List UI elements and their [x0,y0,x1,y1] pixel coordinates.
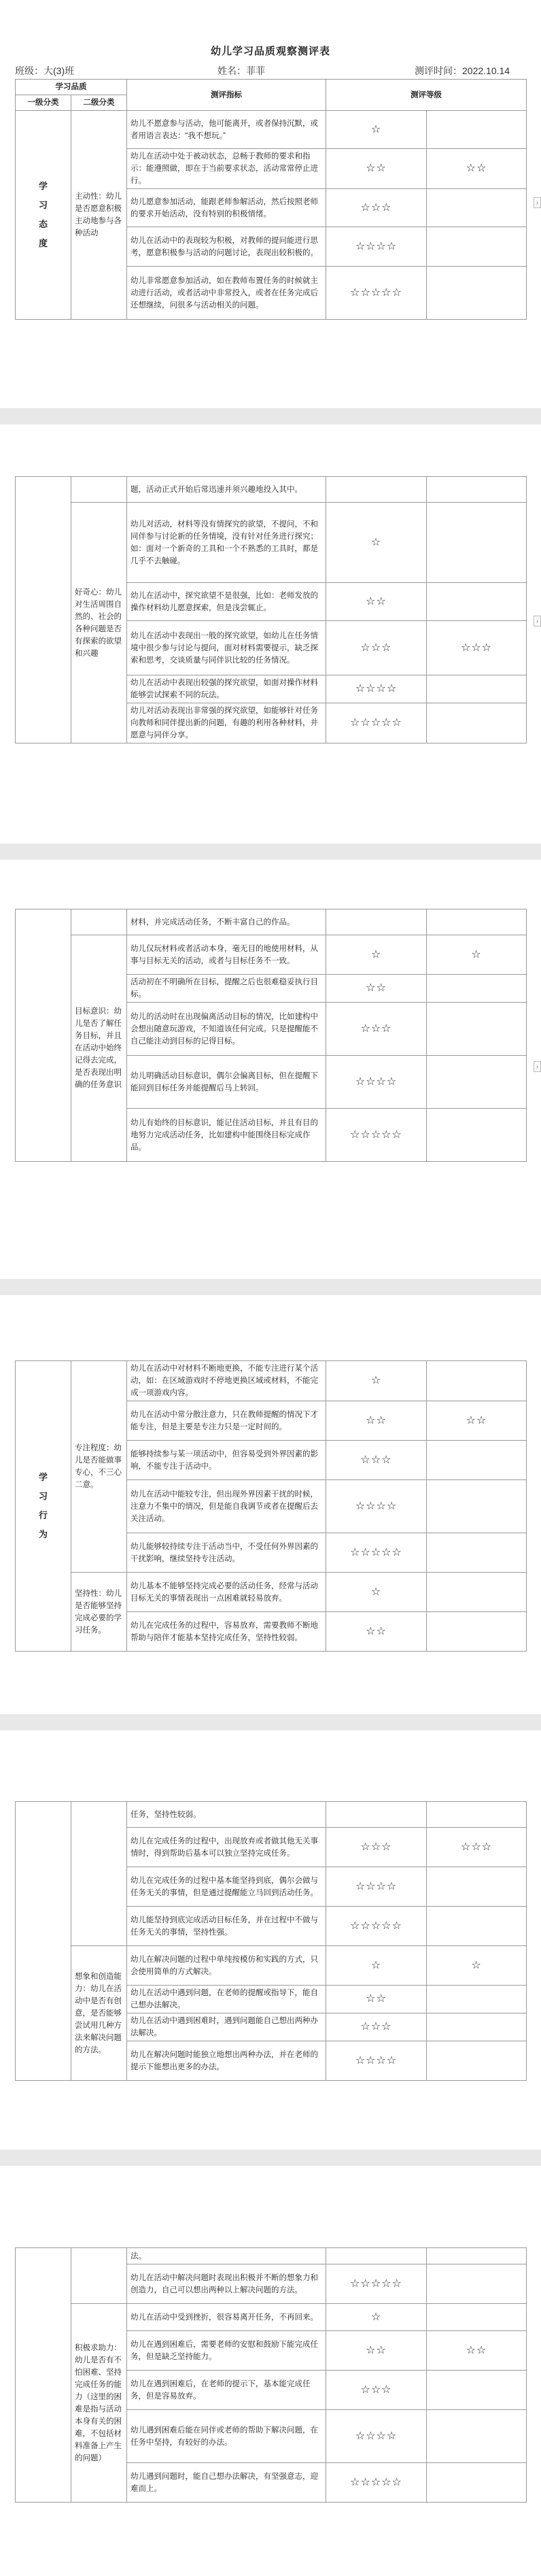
grade-stars [326,2248,427,2264]
page-gap [0,1279,541,1295]
side-scroll-marker[interactable]: › [534,197,541,208]
grade-stars: ☆ [326,1946,427,1986]
selected-mark [427,2248,527,2264]
category-learning-behavior: 学 习 行 为 [16,1361,71,1652]
indicator-text: 幼儿在完成任务的过程中，容易放弃，需要教师不断地帮助与陪伴才能基本坚持完成任务，坚持性较弱。 [127,1612,326,1652]
selected-mark [427,1986,527,2013]
indicator-text: 幼儿愿意参加活动，能跟老师参解活动，然后按照老师的要求开始活动，没有特别的积极情绪。 [127,189,326,227]
grade-stars: ☆☆☆ [326,1441,427,1480]
selected-mark [427,1612,527,1652]
subcategory-persistence: 坚持性：幼儿是否能够坚持完成必要的学习任务。 [71,1573,127,1652]
grade-stars: ☆☆ [326,2331,427,2371]
indicator-text: 幼儿在遇到困难后，在老师的提示下，基本能完成任务，但是容易放弃。 [127,2371,326,2410]
indicator-text: 幼儿在解决问题的过程中单纯按模仿和实践的方式，只会使用简单的方式解决。 [127,1946,326,1986]
indicator-text: 幼儿遇到问题时，能自己想办法解决，有坚强意志，迎难而上。 [127,2463,326,2503]
subcategory-help-seeking: 积极求助力：幼儿是否有不怕困难、坚持完成任务的能力（这里的困难是指与活动本身有关的困难，不包括材料准备上产生的问题） [71,2304,127,2503]
selected-mark [427,1907,527,1946]
grade-stars: ☆☆☆ [326,189,427,227]
grade-stars: ☆☆☆☆☆ [326,267,427,320]
grade-stars: ☆☆☆ [326,2371,427,2410]
selected-mark [427,503,527,583]
header-quality: 学习品质 [16,80,127,95]
indicator-text: 法。 [127,2248,326,2264]
grade-stars: ☆☆☆ [326,1828,427,1867]
subcategory-empty [71,477,127,503]
grade-stars: ☆☆☆☆☆ [326,703,427,743]
selected-mark [427,583,527,621]
evaluation-table-page-6 [15,2247,527,2503]
selected-mark [427,2041,527,2081]
indicator-text: 幼儿在活动中处于被动状态，总畅于教师的要求和指示：能遵照做，即在于当前要求状态，活动常常停止进行。 [127,149,326,189]
grade-stars [326,1802,427,1828]
grade-stars: ☆☆ [326,1612,427,1652]
selected-mark [427,703,527,743]
indicator-text: 幼儿在活动中遇到困难时，遇到问题能自己想出两种办法解决。 [127,2013,326,2041]
grade-stars: ☆☆☆☆ [326,1056,427,1109]
indicator-text: 幼儿不愿意参与活动，他可能离开，或者保持沉默，或者用语言表达：“我不想玩。” [127,111,326,149]
class-label: 班级：大(3)班 [15,65,75,76]
subcategory-empty [71,2248,127,2304]
grade-stars: ☆☆☆ [326,2013,427,2041]
selected-mark [427,1867,527,1907]
indicator-text: 材料，并完成活动任务，不断丰富自己的作品。 [127,909,326,935]
subcategory-goal-awareness: 目标意识：幼儿是否了解任务目标，并且在活动中始终记得去完成，是否表现出明确的任务意识 [71,935,127,1162]
selected-mark [427,2410,527,2463]
indicator-text: 幼儿基本不能够坚持完成必要的活动任务，经常与活动目标无关的事情表现出一点困难就轻易放弃。 [127,1573,326,1612]
subcategory-initiative: 主动性：幼儿是否愿意积极主动地参与各种活动 [71,111,127,320]
header-level2: 二级分类 [71,95,127,111]
indicator-text: 幼儿对活动，材料等没有情探究的欲望，不提问，不和同伴参与讨论新的任务情境，没有针对任务进行探究；如：面对一个新奇的工具和一个不熟悉的工具时，都是几乎不去触碰。 [127,503,326,583]
selected-mark [427,189,527,227]
selected-mark: ☆ [427,935,527,975]
indicator-text: 幼儿对活动表现出非常强的探究欲望，如能够针对任务向教师和同伴提出新的问题，有趣的利用各种材料，并愿意与同伴分享。 [127,703,326,743]
grade-stars: ☆☆☆ [326,1003,427,1056]
indicator-text: 能够持续参与某一项活动中，但容易受到外界因素的影响，不能专注于活动中。 [127,1441,326,1480]
selected-mark [427,1441,527,1480]
indicator-text: 幼儿能够较持续专注于活动当中，不受任何外界因素的干扰影响，继续坚持专注活动。 [127,1533,326,1573]
selected-mark: ☆☆ [427,149,527,189]
grade-stars: ☆☆☆☆☆ [326,2264,427,2304]
grade-stars: ☆☆☆☆ [326,2041,427,2081]
evaluation-table-page-5 [15,1801,527,2081]
category-cell-empty [16,1802,71,2081]
selected-mark [427,975,527,1003]
header-level1: 一级分类 [16,95,71,111]
selected-mark [427,2371,527,2410]
page-gap [0,2150,541,2166]
selected-mark [427,1003,527,1056]
selected-mark [427,1056,527,1109]
grade-stars: ☆ [326,935,427,975]
indicator-text: 幼儿的活动时在出现偏离活动目标的情况，比如建构中会想出随意玩游戏，不知道该任何完成。只是提醒能不自己能注动到目标的记得目标。 [127,1003,326,1056]
selected-mark [427,2264,527,2304]
indicator-text: 任务，坚持性较弱。 [127,1802,326,1828]
page-gap [0,843,541,860]
indicator-text: 幼儿遇到困难后能在同伴或老师的帮助下解决问题，在任务中坚持，有较好的办法。 [127,2410,326,2463]
selected-mark [427,1109,527,1162]
indicator-text: 幼儿在完成任务的过程中基本能坚持到底，偶尔会做与任务无关的事情，但是通过提醒能立马回到活动任务。 [127,1867,326,1907]
selected-mark: ☆ [427,1946,527,1986]
selected-mark [427,909,527,935]
evaluation-table-page-2 [15,476,527,743]
document-title: 幼儿学习品质观察测评表 [210,46,330,57]
selected-mark [427,1802,527,1828]
selected-mark [427,2463,527,2503]
indicator-text: 幼儿在解决问题时能独立地想出两种办法，并在老师的提示下能想出更多的办法。 [127,2041,326,2081]
selected-mark [427,1361,527,1401]
grade-stars: ☆☆☆☆ [326,1867,427,1907]
selected-mark: ☆☆☆ [427,621,527,675]
category-cell-empty [16,2248,71,2503]
subcategory-imagination: 想象和创造能力：幼儿在活动中是否有创意，是否能够尝试用几种方法来解决问题的方法。 [71,1946,127,2081]
header-indicator: 测评指标 [127,80,326,111]
grade-stars: ☆☆☆☆☆ [326,1533,427,1573]
grade-stars [326,477,427,503]
selected-mark [427,1573,527,1612]
selected-mark [427,1533,527,1573]
indicator-text: 幼儿在活动中能较专注，但出现外界因素干扰的时候，注意力不集中的情况，但是能自我调节或者在提醒后去关注活动。 [127,1480,326,1533]
grade-stars: ☆☆☆☆ [326,1480,427,1533]
selected-mark [427,2013,527,2041]
side-scroll-marker[interactable]: › [534,1061,541,1072]
selected-mark: ☆☆☆ [427,1828,527,1867]
grade-stars: ☆☆☆☆☆ [326,2463,427,2503]
indicator-text: 活动初在不明确所在目标，提醒之后也很难稳妥执行目标。 [127,975,326,1003]
grade-stars: ☆ [326,111,427,149]
indicator-text: 幼儿在活动中解决问题时表现出积极并不断的想象力和创造力，自己可以想出两种以上解决问题的方法。 [127,2264,326,2304]
subcategory-concentration: 专注程度：幼儿是否能做事专心，不三心二意。 [71,1361,127,1573]
indicator-text: 幼儿在活动中受到挫折，很容易离开任务，不再回来。 [127,2304,326,2331]
side-scroll-marker[interactable]: › [534,616,541,626]
indicator-text: 幼儿在活动中表现出较强的探究欲望，如面对操作材料能够尝试探索不同的玩法。 [127,675,326,703]
page-gap [0,408,541,424]
grade-stars: ☆☆ [326,975,427,1003]
evaluation-table-page-3 [15,909,527,1162]
grade-stars: ☆☆☆☆ [326,675,427,703]
indicator-text: 幼儿在活动中表现出一般的探究欲望，如幼儿在任务情境中很少参与讨论与提问，面对材料需要提示，缺乏探索和思考，交谈质量与同伴识比较的任务情况。 [127,621,326,675]
indicator-text: 幼儿非常愿意参加活动，如在教师布置任务的时候就主动进行活动，或者活动中非常投入，或者在任务完成后还想继续，问很多与活动相关的问题。 [127,267,326,320]
grade-stars: ☆☆ [326,583,427,621]
grade-stars: ☆ [326,1573,427,1612]
subcategory-curiosity: 好奇心：幼儿对生活周围自然的、社会的各种问题是否有探索的欲望和兴趣 [71,503,127,743]
selected-mark: ☆☆ [427,1401,527,1441]
grade-stars: ☆ [326,503,427,583]
evaluation-table-page-4 [15,1360,527,1652]
category-cell-empty [16,909,71,1162]
grade-stars: ☆☆☆☆☆ [326,1109,427,1162]
time-label: 测评时间：2022.10.14 [415,65,510,76]
page-gap [0,1714,541,1730]
header-grade: 测评等级 [326,80,527,111]
subcategory-empty [71,909,127,935]
indicator-text: 幼儿在完成任务的过程中，出现放弃或者做其他无关事情时，得到帮助后基本可以独立坚持完成任务。 [127,1828,326,1867]
evaluation-table-page-1 [15,79,527,320]
indicator-text: 幼儿在活动中的表现较为积极，对教师的提问能进行思考，愿意积极参与活动的问题讨论，表现出较积极的。 [127,227,326,267]
indicator-text: 幼儿在活动中对材料不断地更换，不能专注进行某个活动，如：在区域游戏时不停地更换区域或材料，不能完成一项游戏内容。 [127,1361,326,1401]
name-label: 姓名：菲菲 [217,65,265,76]
selected-mark [427,267,527,320]
grade-stars: ☆☆ [326,1986,427,2013]
indicator-text: 幼儿在活动中遇到问题，在老师的提醒或指导下，能自己想办法解决。 [127,1986,326,2013]
category-learning-attitude: 学 习 态 度 [16,111,71,320]
indicator-text: 幼儿在遇到困难后，需要老师的安慰和鼓励下能完成任务，但是缺乏坚持能力。 [127,2331,326,2371]
selected-mark [427,227,527,267]
indicator-text: 幼儿在活动中，探究欲望不是很强，比如：老师发放的操作材料幼儿愿意探索，但是浅尝辄止。 [127,583,326,621]
grade-stars: ☆☆ [326,1401,427,1441]
grade-stars: ☆☆☆☆☆ [326,1907,427,1946]
grade-stars: ☆☆☆☆ [326,2410,427,2463]
grade-stars: ☆☆☆☆ [326,227,427,267]
selected-mark [427,477,527,503]
indicator-text: 幼儿明确活动目标意识，偶尔会偏离目标，但在提醒下能回到目标任务并能提醒后马上转回。 [127,1056,326,1109]
indicator-text: 幼儿有始终的目标意识，能记住活动目标，并且有目的地努力完成活动任务，比如建构中能围绕目标完成作品。 [127,1109,326,1162]
selected-mark: ☆☆ [427,2331,527,2371]
grade-stars: ☆ [326,1361,427,1401]
grade-stars [326,909,427,935]
grade-stars: ☆ [326,2304,427,2331]
indicator-text: 幼儿在活动中常分散注意力，只在教师提醒的情况下才能专注，但是主要是专注力只是一定时间的。 [127,1401,326,1441]
selected-mark [427,111,527,149]
category-cell-empty [16,477,71,743]
selected-mark [427,675,527,703]
indicator-text: 幼儿仅玩材料或者活动本身，毫无目的地使用材料，从事与目标无关的活动，或者与目标任务不一致。 [127,935,326,975]
subcategory-empty [71,1802,127,1946]
indicator-text: 幼儿能坚持到底完成活动目标任务，并在过程中不做与任务无关的事情，坚持性强。 [127,1907,326,1946]
grade-stars: ☆☆ [326,149,427,189]
grade-stars: ☆☆☆ [326,621,427,675]
selected-mark [427,2304,527,2331]
indicator-text: 题，活动正式开始后常迅速并须兴趣地投入其中。 [127,477,326,503]
selected-mark [427,1480,527,1533]
